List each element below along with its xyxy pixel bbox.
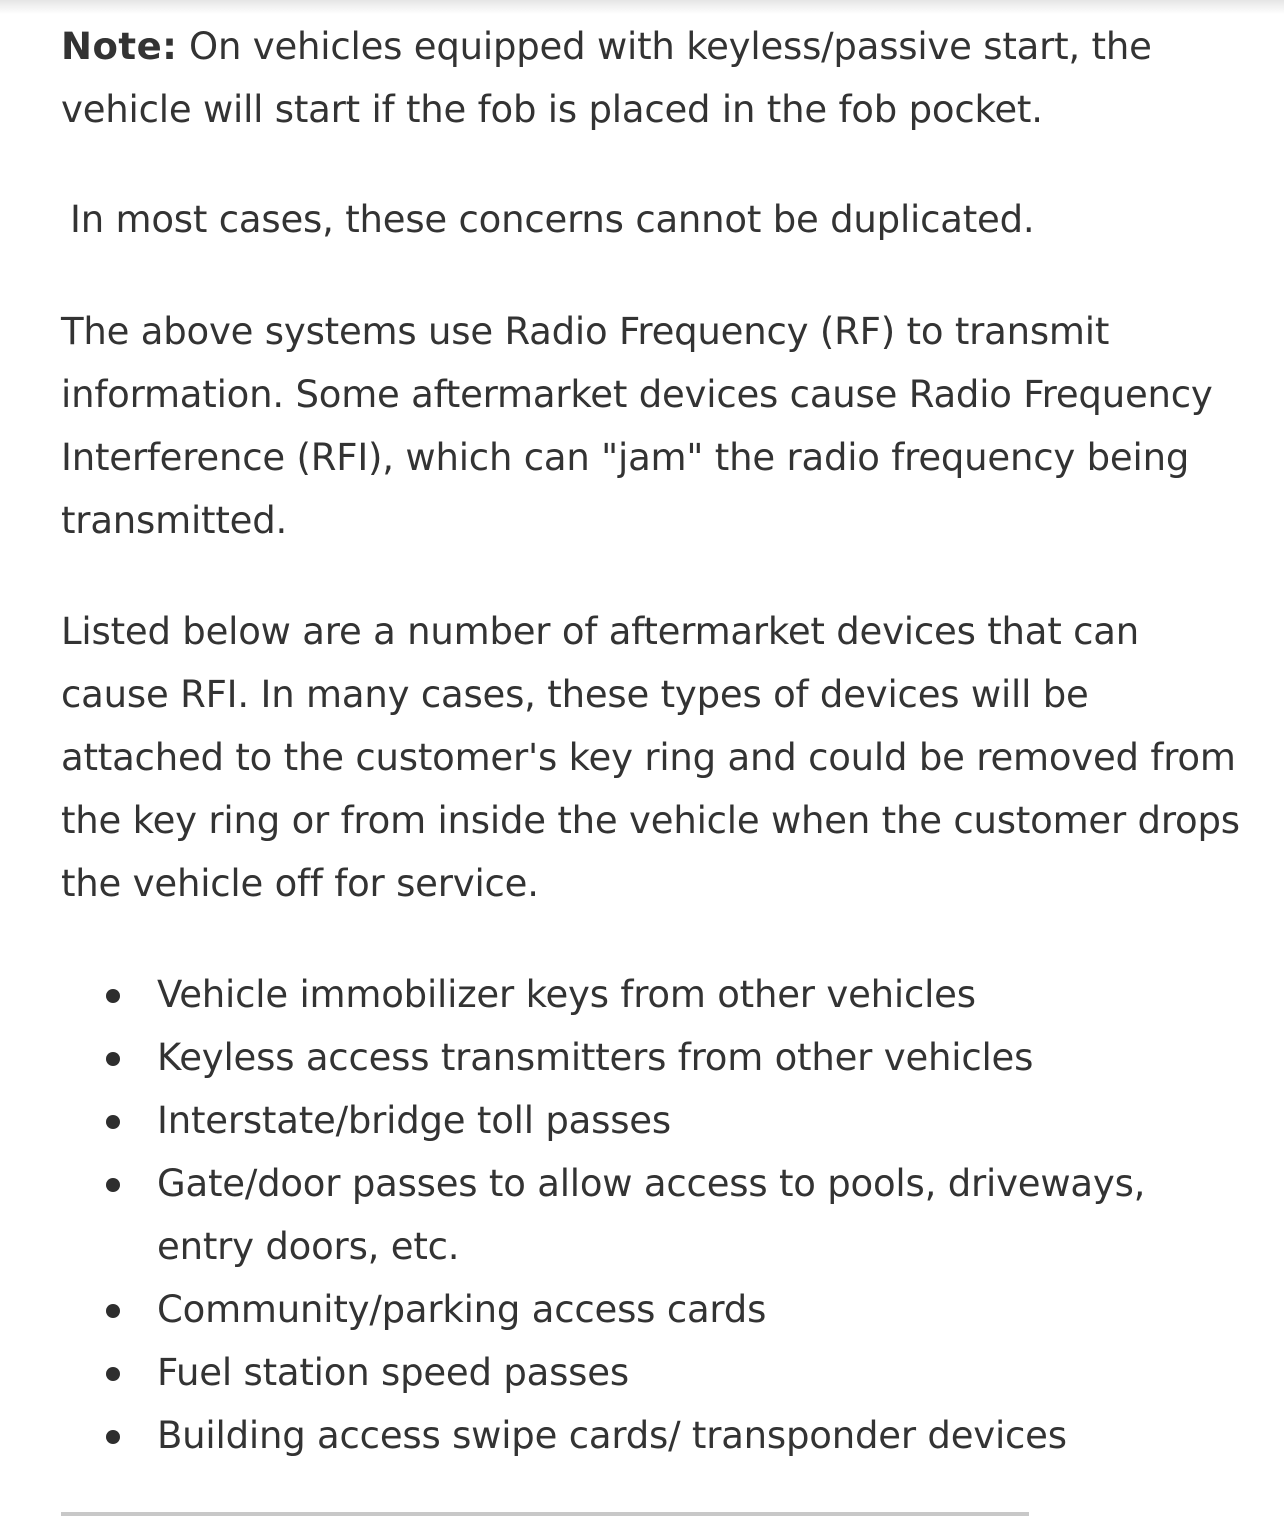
list-item-text: Community/parking access cards (157, 1288, 767, 1331)
list-item-text: Fuel station speed passes (157, 1351, 629, 1394)
bullet-icon (106, 1304, 120, 1318)
list-item-text: Keyless access transmitters from other vehicles (157, 1036, 1034, 1079)
duplication-paragraph: In most cases, these concerns cannot be duplicated. (70, 198, 1035, 241)
device-list (61, 963, 1241, 1467)
list-item-text: Gate/door passes to allow access to pools, driveways, entry doors, etc. (157, 1162, 1146, 1268)
note-label: Note: (61, 25, 178, 68)
note-text: On vehicles equipped with keyless/passive start, the vehicle will start if the fob is placed in the fob pocket. (61, 25, 1152, 131)
list-item-text: Vehicle immobilizer keys from other vehicles (157, 973, 976, 1016)
list-item (61, 963, 1241, 1026)
bullet-icon (106, 1052, 120, 1066)
note-paragraph (61, 15, 1241, 141)
device-intro-paragraph: Listed below are a number of aftermarket devices that can cause RFI. In many cases, these types of devices will be attached to the customer's key ring and could be removed from the key ring or from inside the vehicle when the customer drops the vehicle off for service. (61, 610, 1240, 905)
top-edge-shadow (0, 0, 1284, 14)
list-item (61, 1152, 1241, 1278)
bullet-icon (106, 1430, 120, 1444)
list-item-text: Interstate/bridge toll passes (157, 1099, 671, 1142)
rf-explanation-paragraph: The above systems use Radio Frequency (RF) to transmit information. Some aftermarket devices cause Radio Frequency Interference (RFI), which can "jam" the radio frequency being transmitted. (61, 310, 1213, 542)
list-item-text: Building access swipe cards/ transponder devices (157, 1414, 1067, 1457)
list-item (61, 1278, 1241, 1341)
bullet-icon (106, 1367, 120, 1381)
list-item (61, 1404, 1241, 1467)
list-item (61, 1026, 1241, 1089)
bullet-icon (106, 989, 120, 1003)
scroll-divider (61, 1512, 1029, 1516)
list-item (61, 1341, 1241, 1404)
list-item (61, 1089, 1241, 1152)
bullet-icon (106, 1178, 120, 1192)
bullet-icon (106, 1115, 120, 1129)
